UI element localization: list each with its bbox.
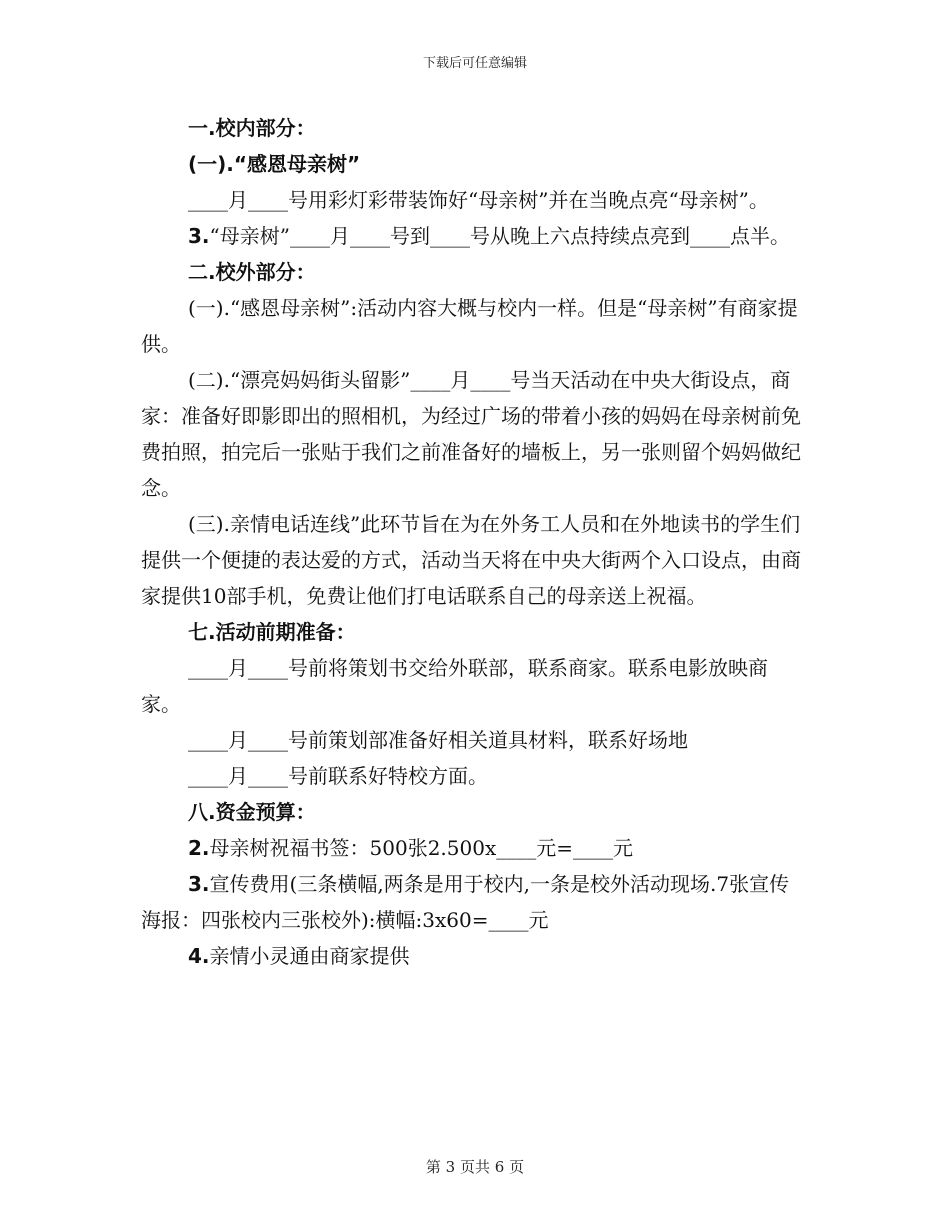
paragraph: ____月____号前将策划书交给外联部，联系商家。联系电影放映商家。 bbox=[141, 656, 768, 716]
item-number: 4. bbox=[188, 944, 210, 968]
document-body bbox=[141, 110, 801, 974]
item-number: 3. bbox=[188, 224, 210, 248]
paragraph: (二).“漂亮妈妈街头留影”____月____号当天活动在中央大街设点，商家：准备好即影即出的照相机，为经过广场的带着小孩的妈妈在母亲树前免费拍照，拍完后一张贴于我们之前准备好的墙板上，另一张则留个妈妈做纪念。 bbox=[141, 368, 801, 500]
section-heading-offcampus: 二.校外部分： bbox=[188, 260, 316, 284]
section-heading-budget: 八.资金预算： bbox=[188, 800, 316, 824]
page-header: 下载后可任意编辑 bbox=[422, 56, 527, 71]
paragraph-text: “母亲树”____月____号到____号从晚上六点持续点亮到____点半。 bbox=[209, 224, 790, 248]
paragraph bbox=[141, 938, 801, 974]
paragraph: ____月____号前策划部准备好相关道具材料，联系好场地 bbox=[188, 728, 688, 752]
paragraph: (一).“感恩母亲树”:活动内容大概与校内一样。但是“母亲树”有商家提供。 bbox=[141, 296, 798, 356]
paragraph: ____月____号前联系好特校方面。 bbox=[188, 764, 488, 788]
item-number: 3. bbox=[188, 872, 210, 896]
paragraph-text: 母亲树祝福书签：500张2.500x____元=____元 bbox=[209, 836, 633, 860]
paragraph bbox=[141, 830, 801, 866]
paragraph-text: 宣传费用(三条横幅,两条是用于校内,一条是校外活动现场.7张宣传海报：四张校内三张校外):横幅:3x60=____元 bbox=[141, 872, 790, 932]
paragraph bbox=[141, 218, 801, 254]
item-number: 2. bbox=[188, 836, 210, 860]
page-footer: 第 3 页共 6 页 bbox=[425, 1158, 525, 1176]
paragraph: (三).亲情电话连线”此环节旨在为在外务工人员和在外地读书的学生们提供一个便捷的表达爱的方式，活动当天将在中央大街两个入口设点，由商家提供10部手机，免费让他们打电话联系自己的母亲送上祝福。 bbox=[141, 512, 801, 608]
paragraph-text: 亲情小灵通由商家提供 bbox=[209, 944, 410, 968]
subheading-mother-tree: (一).“感恩母亲树” bbox=[188, 152, 361, 176]
section-heading-preparation: 七.活动前期准备： bbox=[188, 620, 356, 644]
paragraph: ____月____号用彩灯彩带装饰好“母亲树”并在当晚点亮“母亲树”。 bbox=[188, 188, 769, 212]
section-heading-school: 一.校内部分： bbox=[188, 116, 316, 140]
paragraph bbox=[141, 866, 801, 938]
